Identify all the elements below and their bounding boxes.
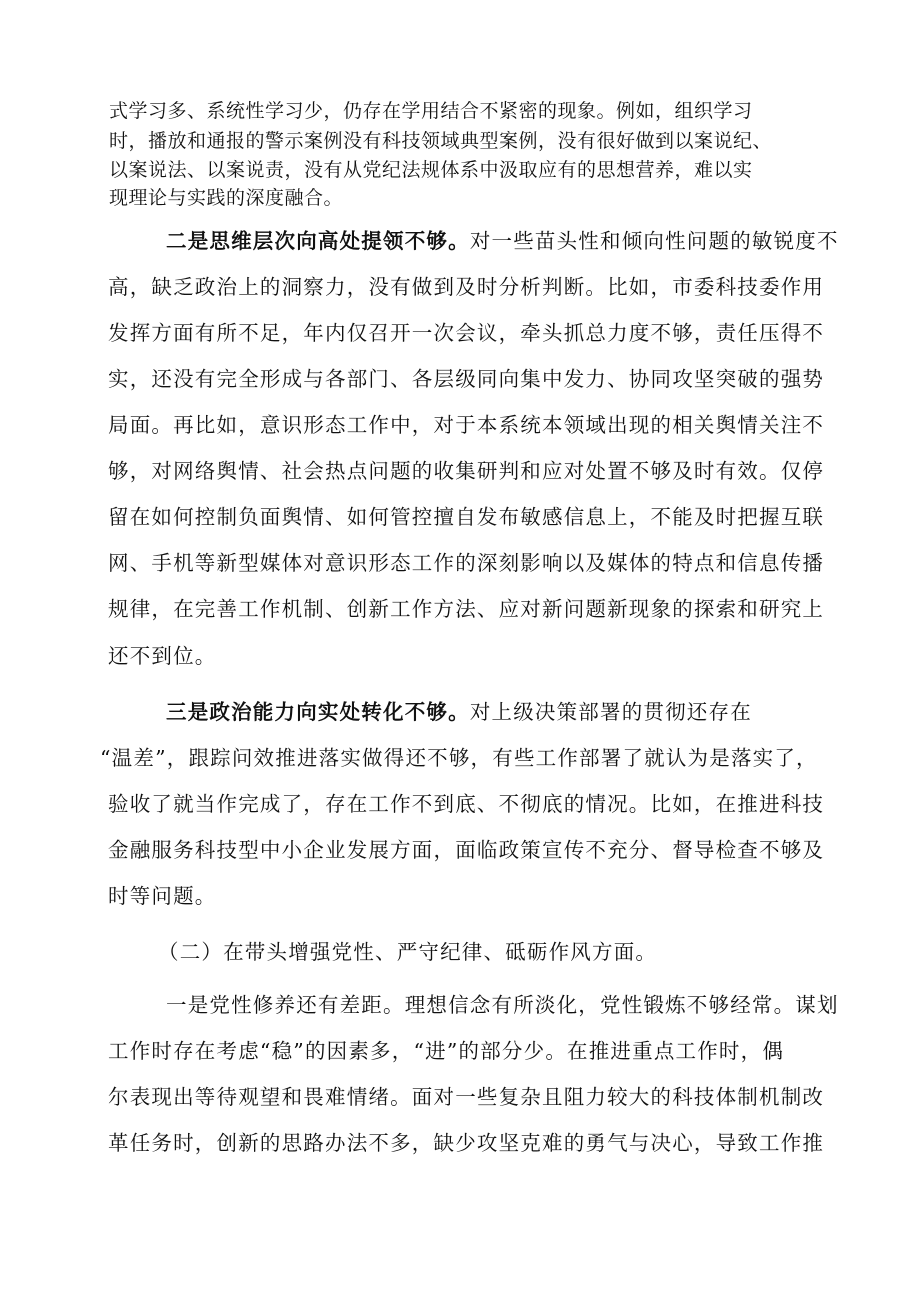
- paragraph-2-line-2: 高，缺乏政治上的洞察力，没有做到及时分析判断。比如，市委科技委作用: [108, 275, 825, 299]
- paragraph-2-line-7: 留在如何控制负面舆情、如何管控擅自发布敏感信息上，不能及时把握互联: [108, 505, 825, 529]
- paragraph-2-first-line: [166, 224, 839, 254]
- paragraph-1-line-3: 以案说法、以案说责，没有从党纪法规体系中汲取应有的思想营养，难以实: [109, 159, 753, 181]
- paragraph-2-line-10: 还不到位。: [108, 644, 217, 668]
- paragraph-2-first-line-text: 对一些苗头性和倾向性问题的敏锐度不: [469, 229, 839, 253]
- paragraph-3-line-4: 金融服务科技型中小企业发展方面，面临政策宣传不充分、督导检查不够及: [108, 838, 825, 862]
- paragraph-2-line-3: 发挥方面有所不足，年内仅召开一次会议，牵头抓总力度不够，责任压得不: [108, 321, 825, 345]
- paragraph-2-line-4: 实，还没有完全形成与各部门、各层级同向集中发力、协同攻坚突破的强势: [108, 367, 825, 391]
- paragraph-2-line-9: 规律，在完善工作机制、创新工作方法、应对新问题新现象的探索和研究上: [108, 597, 825, 621]
- paragraph-1-line-2: 时，播放和通报的警示案例没有科技领域典型案例，没有很好做到以案说纪、: [109, 130, 773, 152]
- paragraph-4-line-1: 一是党性修养还有差距。理想信念有所淡化，党性锻炼不够经常。谋划: [166, 993, 839, 1017]
- paragraph-2-line-5: 局面。再比如，意识形态工作中，对于本系统本领域出现的相关舆情关注不: [108, 413, 825, 437]
- paragraph-4-line-4: 革任务时，创新的思路办法不多，缺少攻坚克难的勇气与决心，导致工作推: [108, 1131, 825, 1155]
- paragraph-3-heading: 三是政治能力向实处转化不够。: [166, 700, 470, 724]
- paragraph-2-line-6: 够，对网络舆情、社会热点问题的收集研判和应对处置不够及时有效。仅停: [108, 459, 825, 483]
- paragraph-1-line-1: 式学习多、系统性学习少，仍存在学用结合不紧密的现象。例如，组织学习: [109, 100, 753, 122]
- paragraph-3-line-5: 时等问题。: [108, 884, 217, 908]
- paragraph-2-line-8: 网、手机等新型媒体对意识形态工作的深刻影响以及媒体的特点和信息传播: [108, 551, 825, 575]
- paragraph-3-first-line-text: 对上级决策部署的贯彻还存在: [469, 700, 752, 724]
- paragraph-3-line-3: 验收了就当作完成了，存在工作不到底、不彻底的情况。比如，在推进科技: [108, 792, 825, 816]
- paragraph-3-line-2: “温差”，跟踪问效推进落实做得还不够，有些工作部署了就认为是落实了，: [100, 746, 818, 770]
- paragraph-4-line-2: 工作时存在考虑“稳”的因素多，“进”的部分少。在推进重点工作时，偶: [108, 1039, 785, 1063]
- section-heading: （二）在带头增强党性、严守纪律、砥砺作风方面。: [158, 940, 658, 964]
- paragraph-1-line-4: 现理论与实践的深度融合。: [109, 187, 344, 209]
- paragraph-3-first-line: [166, 695, 752, 725]
- paragraph-2-heading: 二是思维层次向高处提领不够。: [166, 229, 470, 253]
- paragraph-4-line-3: 尔表现出等待观望和畏难情绪。面对一些复杂且阻力较大的科技体制机制改: [108, 1085, 825, 1109]
